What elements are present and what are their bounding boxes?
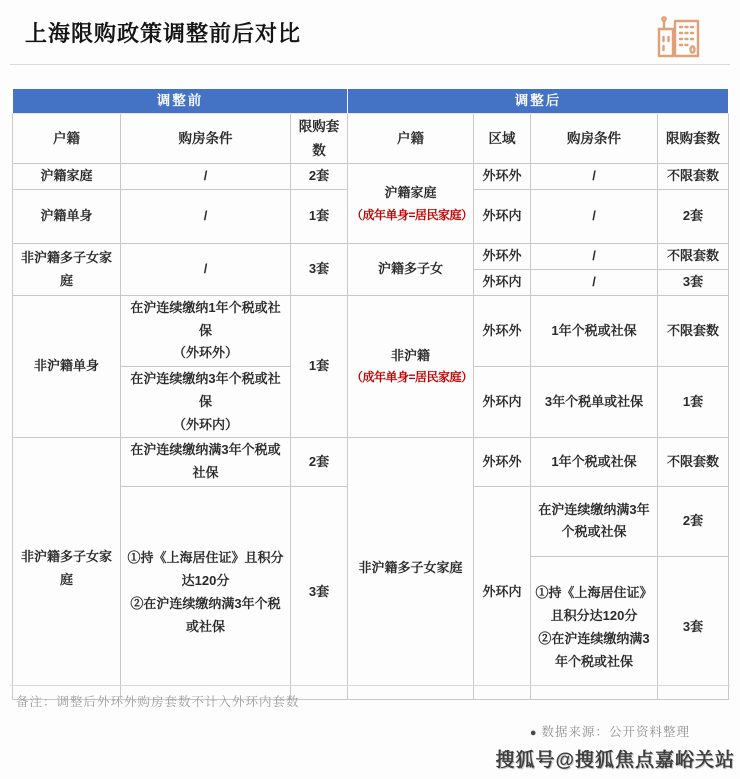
page-title: 上海限购政策调整前后对比 (25, 21, 302, 46)
divider-top (10, 64, 730, 65)
data-source-text: 数据来源：公开资料整理 (541, 725, 690, 739)
condition-item: ②在沪连续缴纳满3年个税或社保 (538, 630, 650, 669)
cell-before-nonhu-multi-old: 非沪籍多子女家庭 (13, 244, 121, 296)
cell-before-hu-family: 沪籍家庭 (13, 164, 121, 190)
condition-line: 在沪连续缴纳3年个税或社保 (130, 371, 281, 409)
section-after: 调整后 (348, 89, 729, 114)
condition-line: 在沪连续缴纳1年个税或社保 (130, 299, 281, 338)
condition-item: ①持《上海居住证》且积分达120分 (127, 550, 284, 588)
cell-before-hu-single-cond: / (121, 190, 291, 244)
cell-after-nonhu (348, 295, 474, 438)
divider-bottom (10, 685, 730, 686)
cell-after-nonhu-multi: 非沪籍多子女家庭 (348, 438, 474, 700)
footnote: 备注：调整后外环外购房套数不计入外环内套数 (16, 695, 300, 709)
building-icon (656, 12, 702, 60)
col-after-hukou: 户籍 (348, 114, 474, 164)
col-before-condition: 购房条件 (121, 114, 291, 164)
col-after-region: 区域 (474, 114, 531, 164)
cell-region: 外环外 (474, 244, 531, 270)
cell-before-hu-single-limit: 1套 (291, 190, 348, 244)
cell-limit: 3套 (658, 556, 729, 699)
cell-condition: / (531, 270, 658, 296)
cell-condition: / (531, 190, 658, 244)
table-row (13, 438, 729, 487)
cell-region: 外环内 (474, 270, 531, 296)
condition-item: ①持《上海居住证》且积分达120分 (535, 585, 653, 623)
cell-condition: 在沪连续缴纳满3年个税或社保 (531, 486, 658, 556)
cell-region: 外环外 (474, 164, 531, 190)
cell-condition: 3年个税单或社保 (531, 367, 658, 438)
cell-before-nonhu-single: 非沪籍单身 (13, 295, 121, 438)
table-row (13, 244, 729, 270)
cell-before-nonhu-multi-old-cond: / (121, 244, 291, 296)
cell-condition: 1年个税或社保 (531, 438, 658, 487)
cell-condition: / (531, 244, 658, 270)
col-before-limit: 限购套数 (291, 114, 348, 164)
condition-line: （外环外） (172, 345, 238, 361)
cell-before-nonhu-multi-cond1: 在沪连续缴纳满3年个税或社保 (121, 438, 291, 487)
cell-limit: 不限套数 (658, 438, 729, 487)
cell-condition: / (531, 164, 658, 190)
cell-before-nonhu-single-cond1 (121, 295, 291, 366)
cell-after-hu-multi-child: 沪籍多子女 (348, 244, 474, 296)
cell-before-nonhu-multi-cond2 (121, 486, 291, 699)
policy-comparison-table (12, 88, 729, 700)
cell-after-hu-family (348, 164, 474, 244)
condition-item: ②在沪连续缴纳满3年个税或社保 (130, 595, 281, 634)
cell-region: 外环内 (474, 486, 531, 699)
table-row (13, 295, 729, 366)
data-source (530, 722, 690, 740)
cell-before-nonhu-multi: 非沪籍多子女家庭 (13, 438, 121, 700)
cell-before-nonhu-multi-old-limit: 3套 (291, 244, 348, 296)
table-row (13, 164, 729, 190)
cell-region: 外环内 (474, 367, 531, 438)
cell-before-hu-family-limit: 2套 (291, 164, 348, 190)
hukou-label: 非沪籍 (391, 347, 431, 363)
cell-limit: 不限套数 (658, 244, 729, 270)
cell-limit: 不限套数 (658, 295, 729, 366)
cell-limit: 2套 (658, 190, 729, 244)
cell-before-nonhu-single-cond2 (121, 367, 291, 438)
cell-before-nonhu-multi-limit2: 3套 (291, 486, 348, 699)
column-header-row (13, 114, 729, 164)
cell-limit: 2套 (658, 486, 729, 556)
hukou-red-note: （成年单身=居民家庭） (351, 207, 473, 222)
cell-region: 外环外 (474, 295, 531, 366)
bullet-icon: ● (529, 727, 538, 739)
cell-region: 外环外 (474, 438, 531, 487)
cell-before-hu-single: 沪籍单身 (13, 190, 121, 244)
cell-condition (531, 556, 658, 699)
watermark: 搜狐号@搜狐焦点嘉峪关站 (495, 750, 735, 771)
cell-before-hu-family-cond: / (121, 164, 291, 190)
hukou-red-note: （成年单身=居民家庭） (351, 370, 473, 385)
cell-before-nonhu-multi-limit1: 2套 (291, 438, 348, 487)
col-after-condition: 购房条件 (531, 114, 658, 164)
condition-line: （外环内） (172, 416, 238, 432)
cell-before-nonhu-single-limit: 1套 (291, 295, 348, 438)
section-before: 调整前 (13, 89, 348, 114)
cell-region: 外环内 (474, 190, 531, 244)
cell-limit: 1套 (658, 367, 729, 438)
section-header-row (13, 89, 729, 114)
col-before-hukou: 户籍 (13, 114, 121, 164)
cell-condition: 1年个税或社保 (531, 295, 658, 366)
cell-limit: 不限套数 (658, 164, 729, 190)
cell-limit: 3套 (658, 270, 729, 296)
col-after-limit: 限购套数 (658, 114, 729, 164)
hukou-label: 沪籍家庭 (384, 184, 437, 200)
